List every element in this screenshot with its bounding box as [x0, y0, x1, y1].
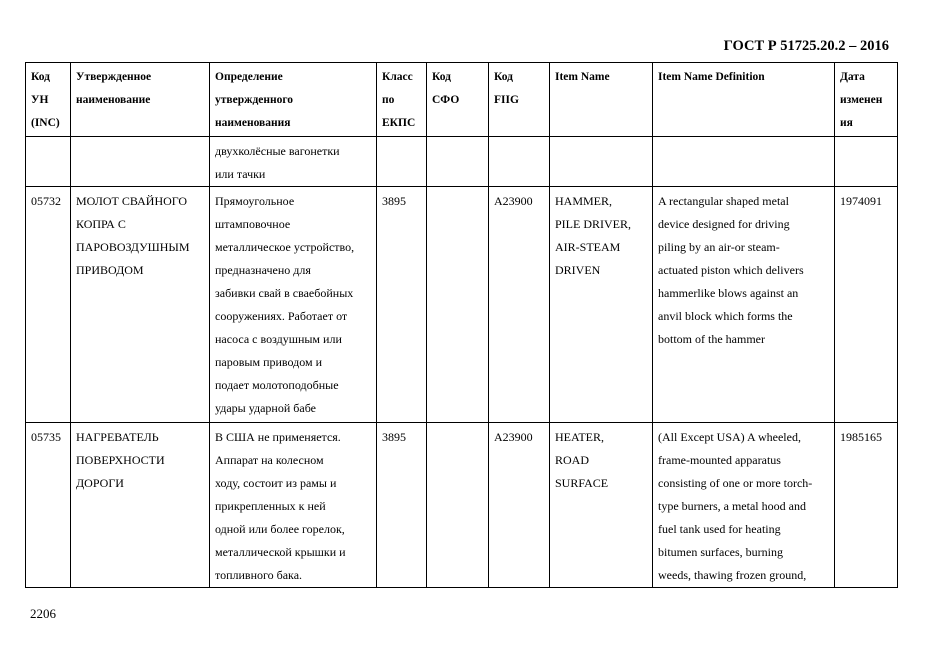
text-line: Код — [31, 71, 51, 83]
text-line: 3895 — [382, 430, 406, 444]
cell-inc — [26, 423, 71, 588]
text-line: КОПРА С — [76, 217, 126, 231]
text-line: утвержденного — [215, 94, 294, 106]
text-line: одной или более горелок, — [215, 522, 345, 536]
text-line: В США не применяется. — [215, 430, 341, 444]
text-line: ия — [840, 117, 853, 129]
text-line: hammerlike blows against an — [658, 286, 799, 300]
text-line: 05735 — [31, 430, 61, 444]
cell-sfo — [427, 423, 489, 588]
text-line: A rectangular shaped metal — [658, 194, 789, 208]
text-line: предназначено для — [215, 263, 311, 277]
text-line: Аппарат на колесном — [215, 453, 324, 467]
text-line: металлическое устройство, — [215, 240, 355, 254]
text-line: ПРИВОДОМ — [76, 263, 144, 277]
cell-class — [377, 137, 427, 187]
text-line: Item Name Definition — [658, 71, 765, 83]
text-line: МОЛОТ СВАЙНОГО — [76, 194, 188, 208]
text-line: НАГРЕВАТЕЛЬ — [76, 430, 159, 444]
cell-item-definition — [653, 137, 835, 187]
cell-name — [71, 423, 210, 588]
cell-item-definition — [653, 187, 835, 423]
text-line: anvil block which forms the — [658, 309, 793, 323]
col-header-inc — [26, 63, 71, 137]
text-line: fuel tank used for heating — [658, 522, 781, 536]
text-line: ЕКПС — [382, 117, 416, 129]
table-row — [26, 423, 898, 588]
catalog-table — [25, 62, 898, 588]
text-line: штамповочное — [215, 217, 291, 231]
text-line: паровым приводом и — [215, 355, 323, 369]
text-line: A23900 — [494, 430, 533, 444]
text-line: piling by an air-or steam- — [658, 240, 780, 254]
text-line: подает молотоподобные — [215, 378, 339, 392]
text-line: ROAD — [555, 453, 590, 467]
cell-definition — [210, 187, 377, 423]
document-header: ГОСТ Р 51725.20.2 – 2016 — [723, 38, 889, 54]
text-line: Утвержденное — [76, 71, 152, 83]
text-line: 1974091 — [840, 194, 882, 208]
text-line: device designed for driving — [658, 217, 790, 231]
table-header-row — [26, 63, 898, 137]
table-row — [26, 137, 898, 187]
cell-item-name — [550, 423, 653, 588]
text-line: ходу, состоит из рамы и — [215, 476, 337, 490]
cell-fiig — [489, 187, 550, 423]
text-line: ДОРОГИ — [76, 476, 124, 490]
text-line: Прямоугольное — [215, 194, 295, 208]
text-line: HEATER, — [555, 430, 604, 444]
text-line: или тачки — [215, 167, 266, 181]
text-line: consisting of one or more torch- — [658, 476, 813, 490]
text-line: (INC) — [31, 117, 60, 129]
text-line: type burners, a metal hood and — [658, 499, 806, 513]
text-line: наименования — [215, 117, 291, 129]
cell-fiig — [489, 137, 550, 187]
text-line: изменен — [840, 94, 883, 106]
text-line: сооружениях. Работает от — [215, 309, 348, 323]
text-line: Item Name — [555, 71, 610, 83]
text-line: Дата — [840, 71, 865, 83]
cell-class — [377, 423, 427, 588]
col-header-fiig — [489, 63, 550, 137]
cell-inc — [26, 137, 71, 187]
text-line: УН — [31, 94, 49, 106]
text-line: SURFACE — [555, 476, 609, 490]
text-line: 1985165 — [840, 430, 882, 444]
text-line: 3895 — [382, 194, 406, 208]
text-line: FIIG — [494, 94, 519, 106]
text-line: AIR-STEAM — [555, 240, 621, 254]
text-line: СФО — [432, 94, 460, 106]
col-header-approved-name — [71, 63, 210, 137]
cell-item-name — [550, 187, 653, 423]
text-line: забивки свай в сваебойных — [215, 286, 354, 300]
cell-sfo — [427, 187, 489, 423]
text-line: bitumen surfaces, burning — [658, 545, 783, 559]
col-header-item-name — [550, 63, 653, 137]
text-line: DRIVEN — [555, 263, 601, 277]
cell-name — [71, 187, 210, 423]
cell-date — [835, 137, 898, 187]
text-line: ПОВЕРХНОСТИ — [76, 453, 165, 467]
cell-definition — [210, 137, 377, 187]
text-line: ПАРОВОЗДУШНЫМ — [76, 240, 190, 254]
cell-name — [71, 137, 210, 187]
cell-date — [835, 187, 898, 423]
col-header-sfo — [427, 63, 489, 137]
text-line: по — [382, 94, 395, 106]
col-header-date — [835, 63, 898, 137]
text-line: A23900 — [494, 194, 533, 208]
col-header-definition — [210, 63, 377, 137]
text-line: двухколёсные вагонетки — [215, 144, 340, 158]
text-line: Класс — [382, 71, 413, 83]
text-line: frame-mounted apparatus — [658, 453, 781, 467]
cell-item-definition — [653, 423, 835, 588]
table-row — [26, 187, 898, 423]
cell-fiig — [489, 423, 550, 588]
cell-date — [835, 423, 898, 588]
cell-inc — [26, 187, 71, 423]
text-line: actuated piston which delivers — [658, 263, 804, 277]
text-line: наименование — [76, 94, 151, 106]
text-line: металлической крышки и — [215, 545, 346, 559]
cell-definition — [210, 423, 377, 588]
text-line: 05732 — [31, 194, 61, 208]
text-line: weeds, thawing frozen ground, — [658, 568, 807, 582]
text-line: удары ударной бабе — [215, 401, 316, 415]
text-line: HAMMER, — [555, 194, 613, 208]
text-line: (All Except USA) A wheeled, — [658, 430, 801, 444]
text-line: прикрепленных к ней — [215, 499, 326, 513]
text-line: bottom of the hammer — [658, 332, 765, 346]
text-line: Определение — [215, 71, 283, 83]
text-line: топливного бака. — [215, 568, 303, 582]
text-line: насоса с воздушным или — [215, 332, 342, 346]
text-line: PILE DRIVER, — [555, 217, 631, 231]
text-line: Код — [494, 71, 514, 83]
col-header-class — [377, 63, 427, 137]
cell-sfo — [427, 137, 489, 187]
cell-class — [377, 187, 427, 423]
cell-item-name — [550, 137, 653, 187]
page-number: 2206 — [30, 606, 56, 621]
col-header-item-definition — [653, 63, 835, 137]
text-line: Код — [432, 71, 452, 83]
